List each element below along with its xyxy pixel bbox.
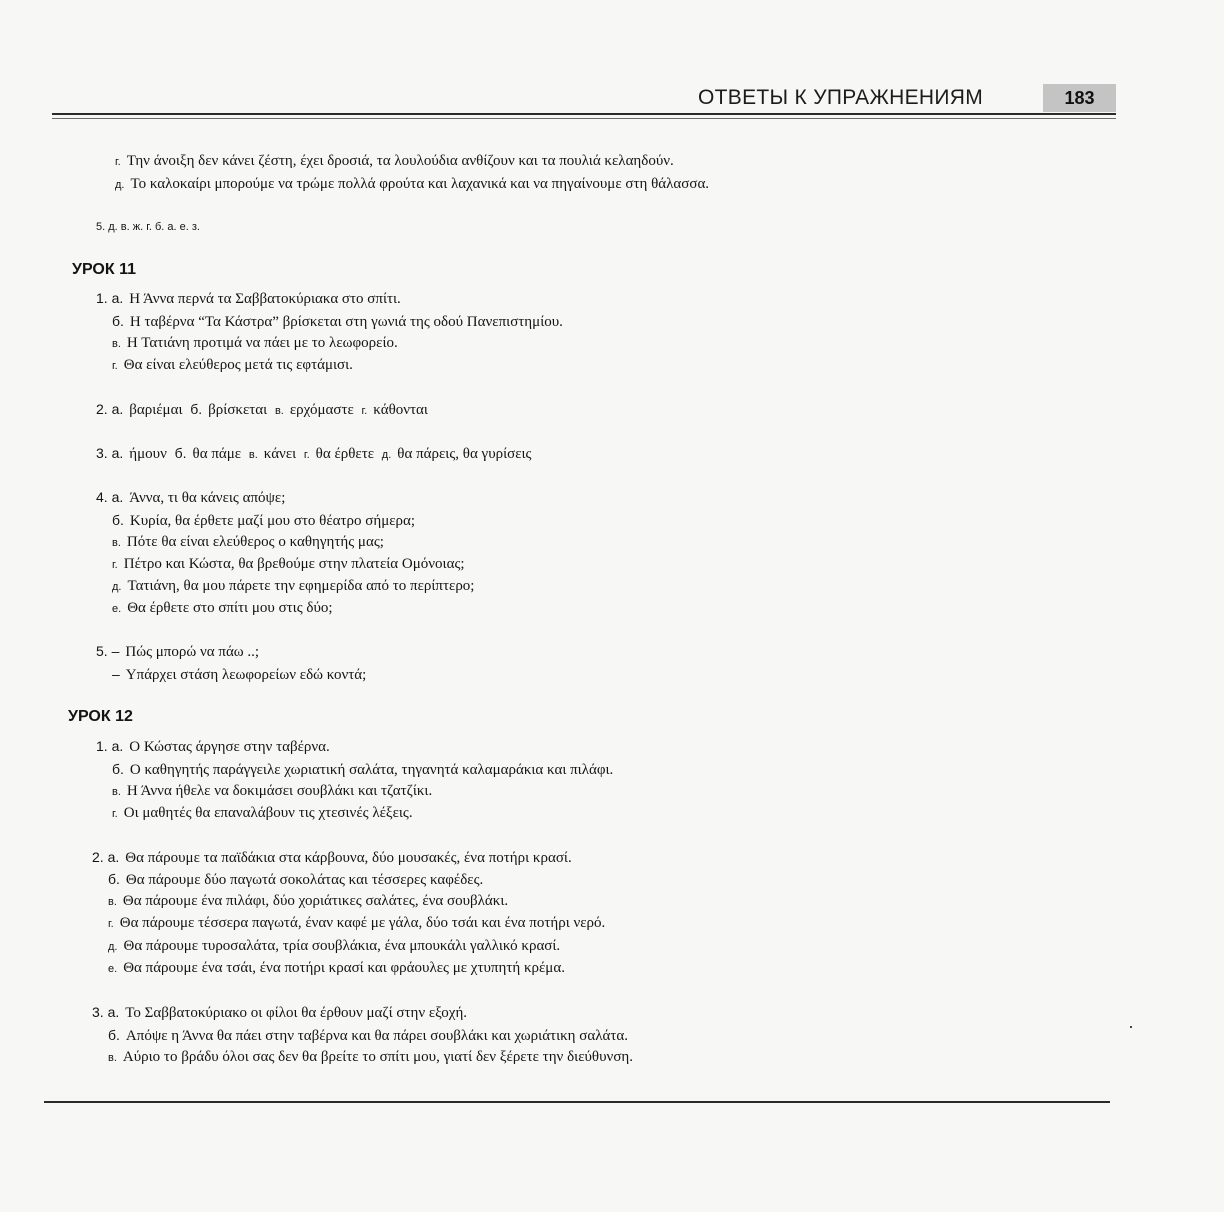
- item-marker: б.: [112, 512, 124, 528]
- answer-line: [92, 847, 572, 868]
- item-marker: г.: [112, 808, 118, 820]
- answer-line: [96, 736, 330, 757]
- item-marker: б.: [108, 871, 120, 887]
- item-marker: в.: [248, 449, 258, 461]
- answer-text: Θα πάρουμε τα παϊδάκια στα κάρβουνα, δύο μουσακές, ένα ποτήρι κρασί.: [125, 850, 572, 866]
- answer-text: Θα πάρουμε ένα τσάι, ένα ποτήρι κρασί και φράουλες με χτυπητή κρέμα.: [123, 960, 565, 976]
- answer-line: [112, 803, 413, 824]
- answer-line: [92, 1002, 467, 1023]
- answer-text: ερχόμαστε: [289, 402, 354, 418]
- scan-speck: [1130, 1026, 1132, 1028]
- item-marker: в.: [108, 896, 117, 908]
- item-marker: г.: [303, 449, 310, 461]
- answer-text: Πέτρο και Κώστα, θα βρεθούμε στην πλατεία Ομόνοιας;: [123, 556, 465, 572]
- answer-text: Η Τατιάνη προτιμά να πάει με το λεωφορείο.: [126, 335, 398, 351]
- answer-text: Θα πάρουμε ένα πιλάφι, δύο χοριάτικες σαλάτες, ένα σουβλάκι.: [122, 893, 509, 909]
- answer-line: [108, 958, 565, 979]
- answer-text: κάνει: [263, 446, 297, 462]
- answer-text: Θα πάρουμε δύο παγωτά σοκολάτας και τέσσερες καφέδες.: [125, 872, 484, 888]
- item-marker: 3. а.: [96, 445, 124, 461]
- item-marker: д.: [381, 449, 392, 461]
- item-marker: б.: [112, 761, 124, 777]
- answer-line: [112, 598, 333, 619]
- answer-line: [108, 1047, 633, 1068]
- answer-line: [112, 554, 465, 575]
- item-marker: в.: [274, 405, 284, 417]
- lesson-12-heading: УРОК 12: [68, 708, 133, 725]
- item-marker: 5. –: [96, 643, 120, 659]
- item-marker: –: [112, 666, 120, 682]
- answer-line: [96, 487, 285, 508]
- item-marker: г.: [112, 559, 118, 571]
- answer-line: [112, 510, 415, 531]
- answer-line: [108, 913, 605, 934]
- item-marker: г.: [361, 405, 368, 417]
- item-marker: 2. а.: [96, 401, 124, 417]
- exercise-5-answer: 5. д. в. ж. г. б. а. е. з.: [96, 221, 200, 233]
- page-number: 183: [1043, 84, 1116, 112]
- header-rule-thin: [52, 118, 1116, 119]
- answer-line: [112, 759, 613, 780]
- answer-line: [115, 151, 674, 172]
- answer-text: θα πάμε: [192, 446, 242, 462]
- item-marker: е.: [112, 603, 122, 615]
- answer-text: Υπάρχει στάση λεωφορείων εδώ κοντά;: [125, 667, 367, 683]
- answer-text: Θα πάρουμε τέσσερα παγωτά, έναν καφέ με γάλα, δύο τσάι και ένα ποτήρι νερό.: [119, 915, 606, 931]
- answer-text: Η Άννα περνά τα Σαββατοκύριακα στο σπίτι.: [129, 291, 401, 307]
- answer-text: Θα έρθετε στο σπίτι μου στις δύο;: [127, 600, 333, 616]
- item-marker: д.: [115, 179, 125, 191]
- answer-text: Το καλοκαίρι μπορούμε να τρώμε πολλά φρούτα και λαχανικά και να πηγαίνουμε στη θάλασσα.: [130, 176, 710, 192]
- item-marker: 1. а.: [96, 738, 124, 754]
- answer-line: [96, 399, 428, 421]
- answer-line: [112, 781, 432, 802]
- answer-text: Ο καθηγητής παράγγειλε χωριατική σαλάτα, τηγανητά καλαμαράκια και πιλάφι.: [129, 762, 614, 778]
- lesson-11-heading: УРОК 11: [72, 261, 136, 278]
- item-marker: 3. а.: [92, 1004, 120, 1020]
- answer-line: [108, 936, 560, 957]
- item-marker: в.: [108, 1052, 117, 1064]
- answer-text: Απόψε η Άννα θα πάει στην ταβέρνα και θα πάρει σουβλάκι και χωριάτικη σαλάτα.: [125, 1028, 628, 1044]
- answer-line: [96, 641, 259, 662]
- answer-text: Ο Κώστας άργησε στην ταβέρνα.: [129, 739, 330, 755]
- item-marker: д.: [112, 581, 122, 593]
- answer-line: [112, 664, 366, 685]
- item-marker: 2. а.: [92, 849, 120, 865]
- item-marker: 1. а.: [96, 290, 124, 306]
- answer-line: [108, 1025, 628, 1046]
- answer-line: [112, 355, 353, 376]
- answer-text: Αύριο το βράδυ όλοι σας δεν θα βρείτε το σπίτι μου, γιατί δεν ξέρετε την διεύθυνση.: [122, 1049, 633, 1065]
- answer-text: Τατιάνη, θα μου πάρετε την εφημερίδα από το περίπτερο;: [127, 578, 475, 594]
- answer-text: Η Άννα ήθελε να δοκιμάσει σουβλάκι και τζατζίκι.: [126, 783, 433, 799]
- answer-line: [115, 174, 709, 195]
- running-header-title: ОТВЕТЫ К УПРАЖНЕНИЯМ: [698, 86, 984, 109]
- answer-text: κάθονται: [373, 402, 428, 418]
- answer-text: Κυρία, θα έρθετε μαζί μου στο θέατρο σήμερα;: [129, 513, 416, 529]
- item-marker: в.: [112, 786, 121, 798]
- item-marker: б.: [108, 1027, 120, 1043]
- footer-rule: [44, 1101, 1110, 1103]
- answer-line: [96, 288, 401, 309]
- answer-text: Την άνοιξη δεν κάνει ζέστη, έχει δροσιά, τα λουλούδια ανθίζουν και τα πουλιά κελαηδούν.: [126, 153, 674, 169]
- item-marker: г.: [115, 156, 121, 168]
- answer-text: Πώς μπορώ να πάω ..;: [125, 644, 260, 660]
- answer-line: [108, 869, 483, 890]
- answer-text: Πότε θα είναι ελεύθερος ο καθηγητής μας;: [126, 534, 384, 550]
- item-marker: г.: [112, 360, 118, 372]
- item-marker: б.: [190, 401, 203, 417]
- item-marker: е.: [108, 963, 118, 975]
- answer-text: βρίσκεται: [208, 402, 268, 418]
- header-rule: [52, 113, 1116, 115]
- answer-line: [112, 532, 384, 553]
- item-marker: 4. а.: [96, 489, 124, 505]
- item-marker: б.: [174, 445, 187, 461]
- item-marker: г.: [108, 918, 114, 930]
- answer-text: θα πάρεις, θα γυρίσεις: [397, 446, 532, 462]
- answer-text: Το Σαββατοκύριακο οι φίλοι θα έρθουν μαζί στην εξοχή.: [125, 1005, 468, 1021]
- item-marker: б.: [112, 313, 124, 329]
- item-marker: д.: [108, 941, 118, 953]
- item-marker: в.: [112, 338, 121, 350]
- answer-text: Οι μαθητές θα επαναλάβουν τις χτεσινές λέξεις.: [123, 805, 413, 821]
- item-marker: в.: [112, 537, 121, 549]
- answer-line: [108, 891, 508, 912]
- answer-text: Άννα, τι θα κάνεις απόψε;: [129, 490, 286, 506]
- answer-text: Θα είναι ελεύθερος μετά τις εφτάμισι.: [123, 357, 353, 373]
- answer-text: βαριέμαι: [129, 402, 183, 418]
- answer-text: ήμουν: [129, 446, 167, 462]
- answer-text: Η ταβέρνα “Τα Κάστρα” βρίσκεται στη γωνιά της οδού Πανεπιστημίου.: [129, 314, 563, 330]
- answer-text: Θα πάρουμε τυροσαλάτα, τρία σουβλάκια, ένα μπουκάλι γαλλικό κρασί.: [123, 938, 561, 954]
- answer-text: θα έρθετε: [315, 446, 375, 462]
- answer-line: [112, 311, 563, 332]
- answer-line: [112, 576, 474, 597]
- answer-line: [112, 333, 398, 354]
- answer-line: [96, 443, 532, 465]
